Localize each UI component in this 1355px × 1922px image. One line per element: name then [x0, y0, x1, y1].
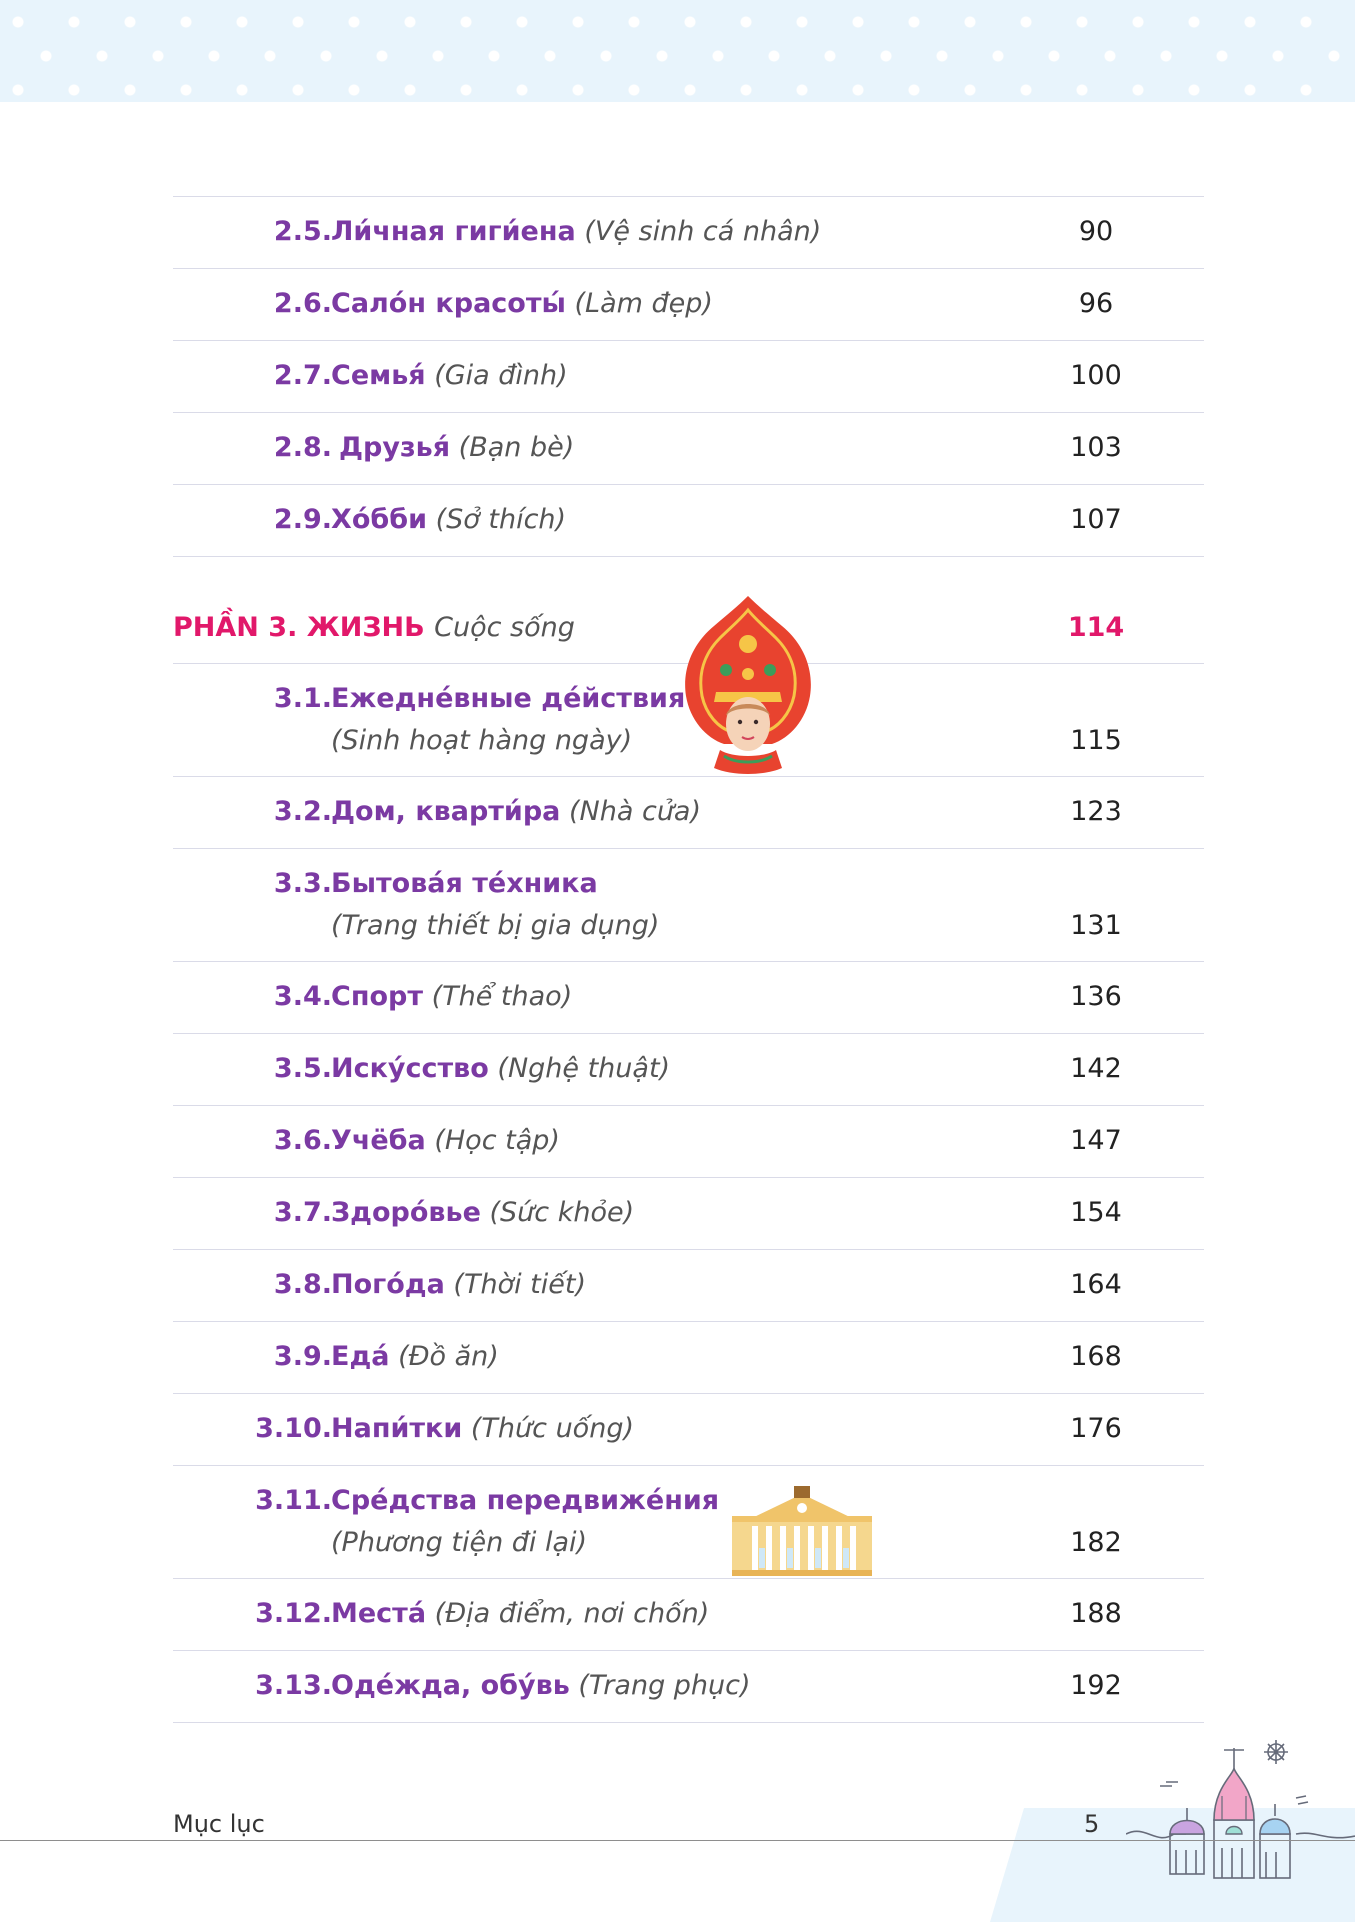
entry-title-vi: (Trang thiết bị gia dụng) [331, 910, 660, 941]
footer-page-number: 5 [1084, 1810, 1100, 1838]
part-label [173, 607, 575, 649]
bolshoi-theatre-icon [728, 1486, 876, 1578]
toc-row[interactable] [173, 1250, 1204, 1322]
entry-number: 3.8. [273, 1269, 332, 1300]
entry-title-vi: (Nghệ thuật) [497, 1053, 671, 1084]
entry-number: 3.4. [273, 981, 332, 1012]
entry-page: 164 [1070, 1269, 1122, 1300]
entry-number: 3.3. [273, 868, 332, 899]
part-page: 114 [1067, 612, 1125, 643]
entry-title-vi: (Nhà cửa) [569, 796, 702, 827]
entry-page: 154 [1070, 1197, 1122, 1228]
entry-page: 136 [1070, 981, 1122, 1012]
entry-number: 3.2. [273, 796, 332, 827]
footer-divider [0, 1840, 1355, 1841]
entry-title [331, 499, 566, 541]
entry-title-ru: Семья́ [331, 360, 426, 391]
entry-title [331, 1192, 634, 1234]
entry-title-ru: Оде́жда, обу́вь [331, 1670, 570, 1701]
toc-row[interactable] [173, 1106, 1204, 1178]
entry-title-ru: Дом, кварти́ра [331, 796, 561, 827]
entry-title [331, 791, 701, 833]
entry-title-vi: (Địa điểm, nơi chốn) [434, 1598, 710, 1629]
toc-row[interactable] [173, 413, 1204, 485]
entry-page: 123 [1070, 796, 1122, 827]
entry-title-ru: Хо́бби [331, 504, 427, 535]
entry-page: 107 [1070, 504, 1122, 535]
toc-row[interactable] [173, 777, 1204, 849]
entry-title [339, 427, 574, 469]
entry-number: 3.5. [273, 1053, 332, 1084]
entry-title-vi: (Trang phục) [578, 1670, 751, 1701]
entry-title-ru: Спорт [331, 981, 423, 1012]
entry-page: 176 [1070, 1413, 1122, 1444]
entry-title-vi: (Sức khỏe) [489, 1197, 635, 1228]
entry-number: 3.13. [255, 1670, 332, 1701]
entry-title-ru: Иску́сство [331, 1053, 489, 1084]
entry-title [331, 1048, 670, 1090]
entry-title-ru: Еда́ [331, 1341, 390, 1372]
entry-title-vi: (Làm đẹp) [574, 288, 713, 319]
entry-title-vi: (Gia đình) [434, 360, 568, 391]
entry-title-ru: Пого́да [331, 1269, 445, 1300]
entry-page: 131 [1070, 910, 1122, 941]
entry-title-vi: (Thể thao) [431, 981, 573, 1012]
toc-row[interactable] [173, 1394, 1204, 1466]
footer-section-name: Mục lục [173, 1810, 265, 1838]
entry-page: 168 [1070, 1341, 1122, 1372]
entry-title-vi: (Phương tiện đi lại) [331, 1527, 588, 1558]
kokoshnik-woman-icon [678, 592, 818, 776]
entry-title-vi: (Thời tiết) [453, 1269, 586, 1300]
entry-page: 103 [1070, 432, 1122, 463]
toc-row[interactable] [173, 269, 1204, 341]
toc-row[interactable] [173, 1466, 1204, 1579]
entry-title-ru: Напи́тки [331, 1413, 463, 1444]
toc-row[interactable] [173, 341, 1204, 413]
entry-page: 142 [1070, 1053, 1122, 1084]
entry-title [331, 1593, 709, 1635]
entry-title-vi: (Bạn bè) [458, 432, 575, 463]
entry-number: 3.11. [255, 1485, 332, 1516]
entry-title [331, 283, 713, 325]
toc-row[interactable] [173, 962, 1204, 1034]
entry-number: 3.6. [273, 1125, 332, 1156]
entry-title-vi: (Học tập) [434, 1125, 560, 1156]
toc-row[interactable] [173, 849, 1204, 962]
entry-page: 147 [1070, 1125, 1122, 1156]
part-label-vi: Cuộc sống [434, 612, 575, 643]
toc-row[interactable] [173, 1651, 1204, 1723]
entry-title-ru: Сре́дства передвиже́ния [331, 1485, 720, 1516]
top-decorative-band [0, 0, 1355, 102]
entry-title [331, 355, 568, 397]
entry-number: 2.8. [273, 432, 332, 463]
entry-title [331, 211, 821, 253]
entry-title-ru: Ли́чная гиги́ена [331, 216, 576, 247]
toc-row[interactable] [173, 1322, 1204, 1394]
entry-page: 182 [1070, 1527, 1122, 1558]
entry-number: 2.7. [273, 360, 332, 391]
entry-page: 188 [1070, 1598, 1122, 1629]
entry-title-vi: (Vệ sinh cá nhân) [584, 216, 822, 247]
entry-number: 3.10. [255, 1413, 332, 1444]
entry-title-ru: Места́ [331, 1598, 427, 1629]
toc-row[interactable] [173, 1178, 1204, 1250]
entry-page: 96 [1078, 288, 1114, 319]
entry-page: 115 [1070, 725, 1122, 756]
toc-row[interactable] [173, 1579, 1204, 1651]
entry-page: 100 [1070, 360, 1122, 391]
entry-title-ru: Бытова́я те́хника [331, 868, 598, 899]
entry-number: 2.9. [273, 504, 332, 535]
entry-number: 3.1. [273, 683, 332, 714]
entry-title-vi: (Sinh hoạt hàng ngày) [331, 725, 633, 756]
entry-number: 2.6. [273, 288, 332, 319]
entry-title-ru: Друзья́ [339, 432, 451, 463]
entry-title-ru: Ежедне́вные де́йствия [331, 683, 686, 714]
moscow-skyline-icon [1126, 1738, 1355, 1888]
part-label-ru: PHẦN 3. ЖИЗНЬ [173, 612, 425, 643]
entry-number: 3.7. [273, 1197, 332, 1228]
entry-number: 2.5. [273, 216, 332, 247]
entry-title-ru: Сало́н красоты́ [331, 288, 566, 319]
entry-title-ru: Учёба [331, 1125, 426, 1156]
entry-title-ru: Здоро́вье [331, 1197, 481, 1228]
entry-title [331, 1408, 634, 1450]
entry-page: 192 [1070, 1670, 1122, 1701]
toc-row[interactable] [173, 196, 1204, 269]
table-of-contents [173, 196, 1204, 1723]
entry-title-vi: (Thức uống) [470, 1413, 634, 1444]
entry-title [331, 1264, 586, 1306]
toc-row[interactable] [173, 1034, 1204, 1106]
toc-row[interactable] [173, 485, 1204, 557]
entry-title-vi: (Sở thích) [435, 504, 567, 535]
entry-title-vi: (Đồ ăn) [398, 1341, 499, 1372]
entry-title [331, 1120, 560, 1162]
entry-title [331, 976, 572, 1018]
entry-page: 90 [1078, 216, 1114, 247]
entry-number: 3.9. [273, 1341, 332, 1372]
entry-title [331, 1336, 499, 1378]
entry-title [331, 1665, 751, 1707]
entry-number: 3.12. [255, 1598, 332, 1629]
